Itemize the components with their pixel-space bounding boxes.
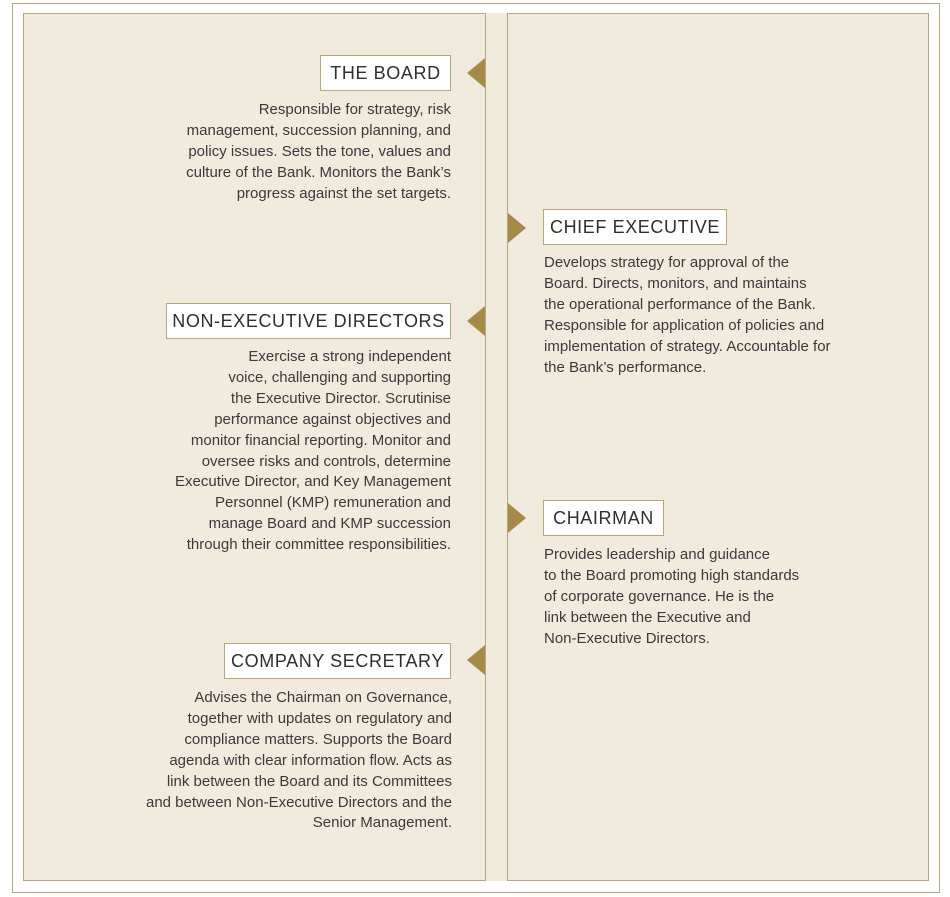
chairman-title: CHAIRMAN <box>543 500 664 536</box>
non-executive-directors-description: Exercise a strong independent voice, challenging and supporting the Executive Director. Scrutinise performance against objectives and monitor financial reporting. Monitor and oversee risks and controls, determine Executive Director, and Key Management Personnel (KMP) remuneration and manage Board and KMP succession through their committee responsibilities. <box>175 348 451 554</box>
chairman-pointer-icon <box>508 503 526 533</box>
chief-executive-title: CHIEF EXECUTIVE <box>543 209 727 245</box>
non-executive-directors-pointer-icon <box>467 306 485 336</box>
chairman-description: Provides leadership and guidance to the Board promoting high standards of corporate governance. He is the link between the Executive and Non-Executive Directors. <box>544 546 800 647</box>
center-spine <box>485 13 508 881</box>
board-pointer-icon <box>467 58 485 88</box>
company-secretary-pointer-icon <box>467 645 485 675</box>
non-executive-directors-title: NON-EXECUTIVE DIRECTORS <box>166 303 451 339</box>
chief-executive-description: Develops strategy for approval of the Board. Directs, monitors, and maintains the operational performance of the Bank. Responsible for application of policies and implementation of strategy. Accountable for the Bank’s performance. <box>544 254 831 376</box>
board-title: THE BOARD <box>320 55 451 91</box>
board-description: Responsible for strategy, risk management, succession planning, and policy issues. Sets the tone, values and culture of the Bank. Monitors the Bank’s progress against the set targets. <box>186 101 451 202</box>
company-secretary-title: COMPANY SECRETARY <box>224 643 451 679</box>
company-secretary-description: Advises the Chairman on Governance, together with updates on regulatory and compliance matters. Supports the Board agenda with clear information flow. Acts as link between the Board and its Committees and between Non-Executive Directors and the Senior Management. <box>145 689 452 832</box>
chief-executive-pointer-icon <box>508 213 526 243</box>
